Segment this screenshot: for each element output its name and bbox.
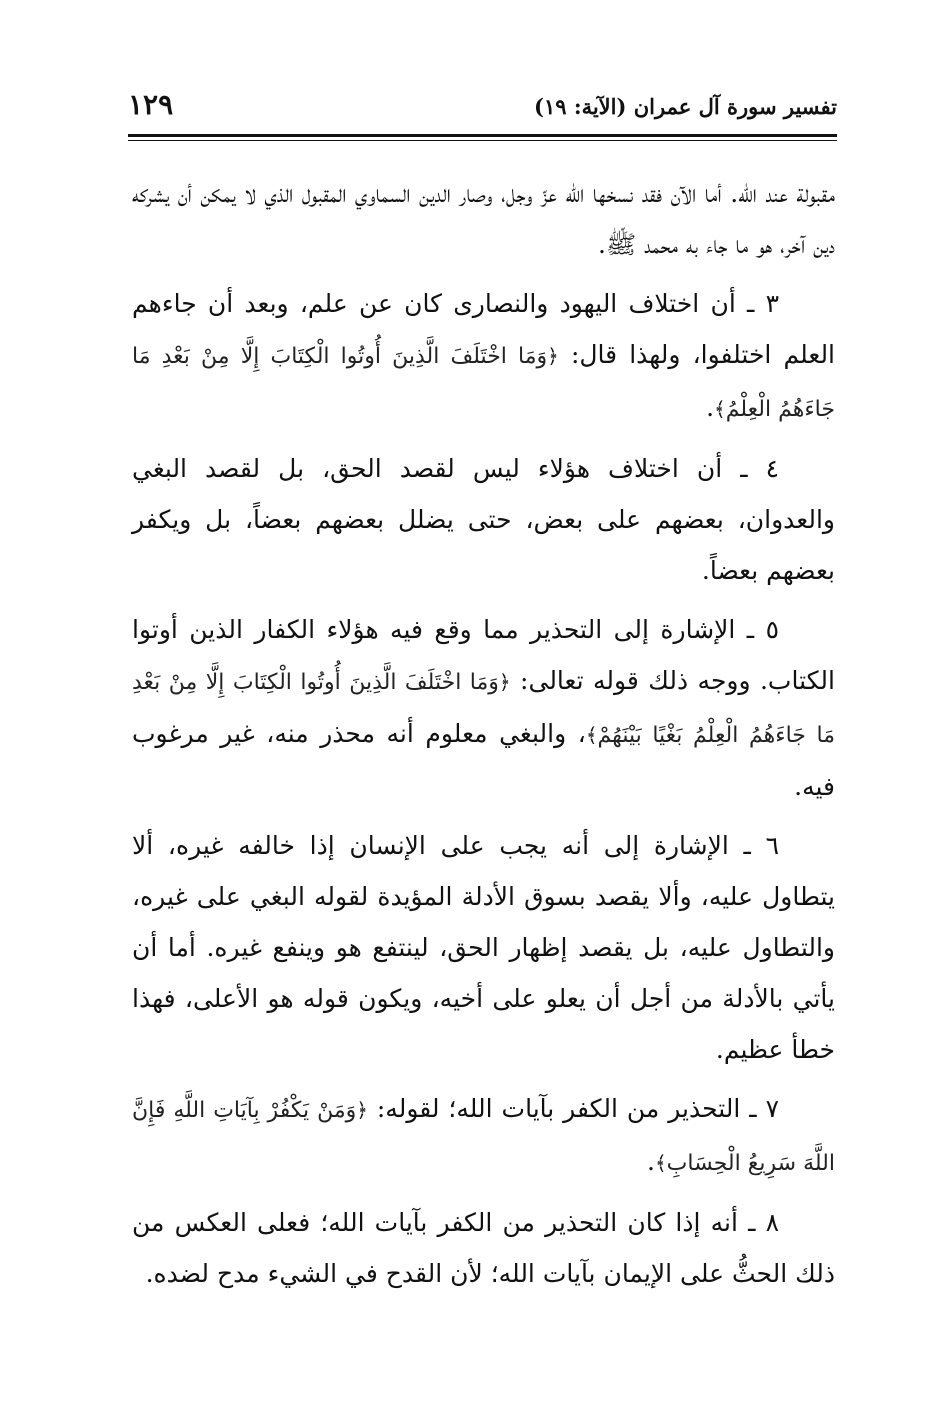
paragraph-5 [132,820,835,1075]
page-number: ١٢٩ [128,88,174,121]
text-segment: ، والبغي معلوم أنه محذر منه، غير مرغوب فيه. [132,719,835,801]
text-segment: ٣ ـ أن اختلاف اليهود والنصارى كان عن علم، وبعد أن جاءهم العلم اختلفوا، ولهذا قال: [132,289,836,369]
quran-close-bracket: ﴾ [714,397,726,421]
text-segment: ٦ ـ الإشارة إلى أنه يجب على الإنسان إذا خالفه غيره، ألا يتطاول عليه، وألا يقصد بسوق الأدلة المؤيدة لقوله البغي على غيره، والتطاول عليه، بل يقصد إظهار الحق، لينتفع هو وينفع غيره. أما أن يأتي بالأدلة من أجل أن يعلو على أخيه، ويكون قوله هو الأعلى، فهذا خطأ عظيم. [132,831,835,1064]
text-segment: . [706,393,715,422]
text-segment: ٧ ـ التحذير من الكفر بآيات الله؛ لقوله: [367,1094,779,1123]
quran-close-bracket: ﴾ [654,1151,667,1175]
quran-open-bracket: ﴿ [547,344,559,368]
paragraph-6 [132,1083,835,1189]
paragraph-4 [132,604,835,812]
body-text [132,168,835,1307]
quran-open-bracket: ﴿ [498,670,511,694]
paragraph-7 [132,1197,835,1299]
paragraph-3 [132,443,835,596]
text-segment: مقبولة عند الله. أما الآن فقد نسخها الله عزّ وجل، وصار الدين السماوي المقبول الذي لا يمكن أن يشركه دين آخر، هو ما جاء به محمد ﷺ. [132,179,835,259]
header-rule-thick [128,134,837,137]
paragraph-1 [132,168,835,270]
quran-verse: وَمَا اخْتَلَفَ الَّذِينَ أُوتُوا الْكِتَابَ إِلَّا مِنْ بَعْدِ مَا جَاءَهُمُ الْعِلْمُ [132,344,835,422]
quran-close-bracket: ﴾ [585,723,598,747]
text-segment: ٤ ـ أن اختلاف هؤلاء ليس لقصد الحق، بل لقصد البغي والعدوان، بعضهم على بعض، حتى يضلل بعضهم بعضاً، بل ويكفر بعضهم بعضاً. [132,454,835,585]
page-header [128,88,837,132]
header-rule-thin [128,140,837,141]
paragraph-2 [132,278,835,435]
quran-verse: وَمَنْ يَكْفُرْ بِآيَاتِ اللَّهِ فَإِنَّ اللَّهَ سَرِيعُ الْحِسَابِ [132,1098,835,1176]
running-title: تفسير سورة آل عمران (الآية: ١٩) [534,94,837,119]
text-segment: ٨ ـ أنه إذا كان التحذير من الكفر بآيات الله؛ فعلى العكس من ذلك الحثُّ على الإيمان بآيات الله؛ لأن القدح في الشيء مدح لضده. [132,1208,835,1288]
quran-verse: وَمَا اخْتَلَفَ الَّذِينَ أُوتُوا الْكِتَابَ إِلَّا مِنْ بَعْدِ مَا جَاءَهُمُ الْعِلْمُ بَغْيًا بَيْنَهُمْ [132,670,835,748]
text-segment: ٥ ـ الإشارة إلى التحذير مما وقع فيه هؤلاء الكفار الذين أوتوا الكتاب. ووجه ذلك قوله تعالى: [132,615,835,695]
quran-open-bracket: ﴿ [356,1098,368,1122]
text-segment: . [646,1147,655,1176]
